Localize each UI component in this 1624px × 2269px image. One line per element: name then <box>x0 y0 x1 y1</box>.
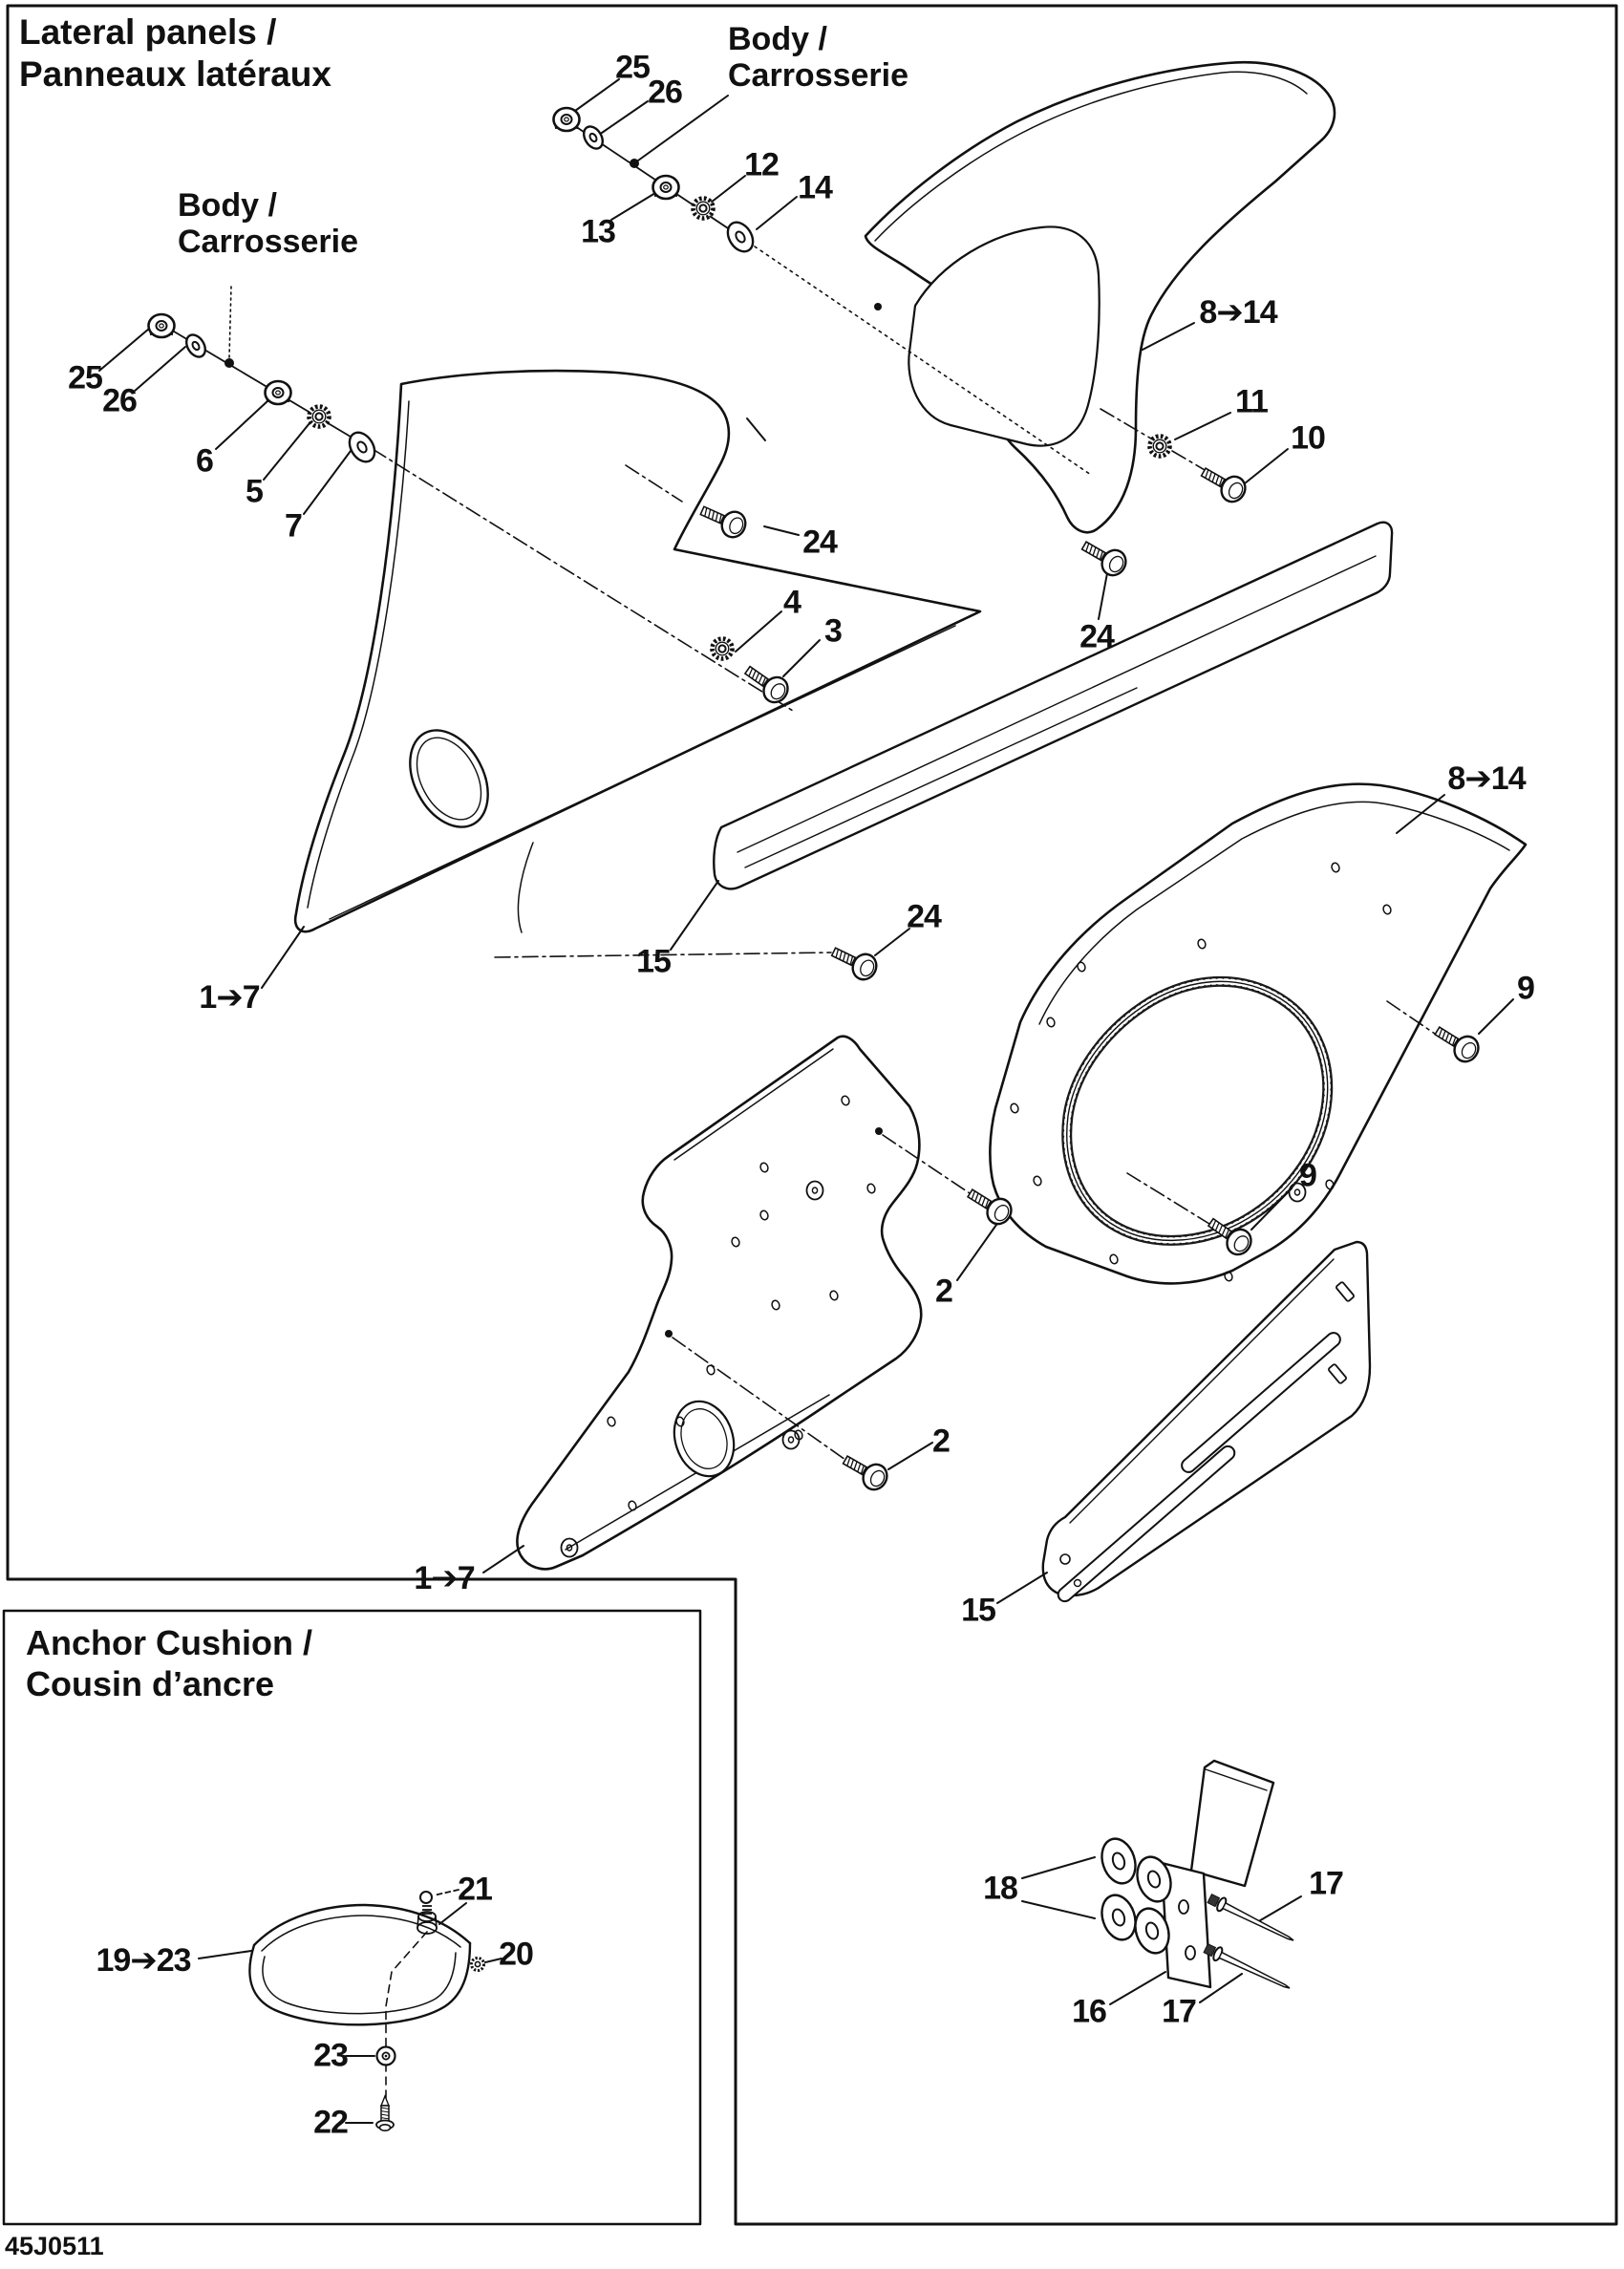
lock-washer-icon <box>694 199 714 219</box>
drawing-code: 45J0511 <box>5 2232 104 2260</box>
body-left-line2: Carrosserie <box>178 224 359 261</box>
attachment-point-dot <box>630 159 639 168</box>
screw-hex-head <box>380 2125 391 2130</box>
callout-8-14-a: 8➔14 <box>1199 294 1277 331</box>
hardware-detail <box>554 108 580 131</box>
callout-8-14-b: 8➔14 <box>1447 760 1526 797</box>
cushion-boss-side <box>436 1916 437 1928</box>
lock-washer-icon <box>1150 437 1170 457</box>
flat-washer-icon <box>182 332 209 360</box>
callout-12: 12 <box>744 146 779 183</box>
attachment-point-dot <box>875 1127 883 1135</box>
body-left-line1: Body / <box>178 187 277 224</box>
callout-leader-line <box>957 1225 996 1280</box>
callout-leader-line <box>483 1546 524 1573</box>
callout-13: 13 <box>581 213 615 250</box>
lock-washer-icon <box>310 407 330 427</box>
callout-7: 7 <box>285 507 302 545</box>
callout-9-a: 9 <box>1517 970 1534 1007</box>
callout-19-23: 19➔23 <box>96 1942 191 1979</box>
callout-15-b: 15 <box>961 1592 995 1629</box>
callout-leader-line <box>1245 449 1288 483</box>
hardware-detail <box>580 123 607 152</box>
callout-leader-line <box>262 927 304 988</box>
screw-head <box>718 508 750 541</box>
callout-5: 5 <box>246 473 263 510</box>
callout-11: 11 <box>1235 383 1268 420</box>
cushion-front-inner <box>263 1953 456 2014</box>
trim-strip-lower <box>1043 1242 1370 1595</box>
callout-leader-line <box>1175 413 1230 439</box>
callout-24-a: 24 <box>802 524 837 561</box>
page-title-line2: Panneaux latéraux <box>19 54 331 94</box>
hex-flange-nut-icon <box>149 314 175 337</box>
callout-leader-line <box>764 526 799 535</box>
callout-4: 4 <box>783 584 801 621</box>
cushion-top-edge <box>254 1905 470 1945</box>
callout-leader-line <box>888 1443 932 1469</box>
hardware-detail <box>385 2055 388 2058</box>
callout-3: 3 <box>824 612 842 650</box>
ball-stud-icon <box>420 1892 432 1903</box>
callout-24-c: 24 <box>907 898 941 935</box>
callout-leader-line <box>611 193 655 220</box>
hex-nut-small-icon <box>472 1959 484 1971</box>
attachment-point-dot <box>665 1330 673 1338</box>
hardware-detail <box>1097 1834 1142 1888</box>
rubber-washer-icon <box>1097 1834 1142 1888</box>
callout-leader-line <box>304 451 351 514</box>
torx-screw-icon <box>1430 1019 1483 1065</box>
rubber-washer-icon <box>1097 1891 1142 1944</box>
callout-17-a: 17 <box>1309 1865 1343 1902</box>
callout-1-7-a: 1➔7 <box>199 979 260 1016</box>
callout-14: 14 <box>798 169 832 206</box>
callout-9-b: 9 <box>1299 1157 1316 1194</box>
anchor-bracket-fin <box>1191 1761 1273 1886</box>
hardware-detail <box>420 1892 432 1903</box>
callout-leader-line <box>757 197 797 229</box>
callout-10: 10 <box>1291 419 1325 457</box>
panel-inner-left <box>517 1037 921 1570</box>
panel-rivet-hole <box>783 1431 800 1449</box>
cushion-boss-side <box>417 1916 418 1928</box>
callout-15-a: 15 <box>636 943 671 980</box>
callout-leader-line <box>1479 999 1513 1034</box>
body-top-line1: Body / <box>728 21 827 57</box>
callout-26-top: 26 <box>648 74 682 111</box>
flat-washer-small-icon <box>377 2047 395 2066</box>
page-title-line1: Lateral panels / <box>19 12 277 52</box>
torx-screw-icon <box>1197 460 1250 505</box>
hardware-detail <box>1082 542 1105 560</box>
attachment-point-dot <box>224 358 234 368</box>
panel-lateral-top-left <box>295 371 980 931</box>
callout-leader-line <box>711 176 745 203</box>
lock-washer-icon <box>713 639 733 659</box>
hardware-detail <box>1202 468 1225 486</box>
body-left-marker-label <box>178 187 358 261</box>
hardware-detail <box>149 314 175 337</box>
callout-2-b: 2 <box>932 1423 950 1460</box>
marker-leader-dotted <box>229 287 231 357</box>
hardware-detail <box>653 176 679 199</box>
hardware-detail <box>700 506 724 524</box>
callout-6: 6 <box>196 442 213 480</box>
torx-screw-icon <box>697 499 750 541</box>
callout-24-b: 24 <box>1079 618 1114 655</box>
hardware-detail <box>266 381 291 404</box>
hardware-detail <box>832 948 856 965</box>
body-top-line2: Carrosserie <box>728 57 909 95</box>
cushion-front-face <box>249 1943 470 2024</box>
page-title <box>19 11 331 95</box>
panel-fold-line <box>518 843 533 932</box>
callout-1-7-b: 1➔7 <box>414 1560 475 1596</box>
hardware-detail <box>345 428 380 466</box>
callout-leader-line <box>216 400 268 449</box>
callout-leader-line <box>1143 323 1194 350</box>
callout-leader-line <box>199 1951 251 1959</box>
callout-22: 22 <box>313 2104 348 2141</box>
torx-screw-icon <box>828 940 881 983</box>
callout-leader-line <box>1022 1901 1095 1918</box>
anchor-title-line2: Cousin d’ancre <box>26 1664 275 1704</box>
hardware-detail <box>1219 1953 1291 1991</box>
flat-washer-large-icon <box>723 218 759 256</box>
callout-leader-line <box>1022 1857 1095 1878</box>
anchor-pin-icon <box>1207 1892 1296 1946</box>
body-top-marker-label <box>728 21 908 95</box>
screw-tip <box>381 2096 389 2106</box>
hardware-detail <box>472 1959 484 1971</box>
panel-rivet-hole-center <box>788 1437 793 1443</box>
callout-20: 20 <box>499 1936 533 1973</box>
callout-leader-line <box>671 881 718 950</box>
hex-flange-nut-icon <box>266 381 291 404</box>
hardware-detail <box>1097 1891 1142 1944</box>
callout-23: 23 <box>313 2037 348 2074</box>
tapping-screw-icon <box>376 2096 394 2130</box>
anchor-pin-icon <box>1203 1941 1293 1994</box>
callout-2-a: 2 <box>935 1273 952 1310</box>
cushion-center-line <box>386 1932 427 2098</box>
panel-surface-tick <box>747 418 765 440</box>
torx-screw-icon <box>1078 534 1130 579</box>
callout-leader-line <box>575 79 619 111</box>
callout-leader-line <box>264 423 310 480</box>
hardware-detail <box>844 1456 866 1474</box>
callout-17-b: 17 <box>1162 1993 1196 2030</box>
torx-screw-icon <box>839 1448 891 1493</box>
callout-leader-line <box>1257 1896 1301 1922</box>
flat-washer-icon <box>580 123 607 152</box>
callout-leader-line <box>99 329 149 371</box>
callout-leader-line <box>1099 573 1107 619</box>
callout-leader-line <box>134 347 185 392</box>
callout-18: 18 <box>983 1870 1017 1907</box>
callout-leader-dashed <box>434 1890 459 1895</box>
callout-16: 16 <box>1072 1993 1106 2030</box>
callout-25-top: 25 <box>615 49 650 86</box>
callout-leader-line <box>1110 1972 1165 2004</box>
anchor-title-line1: Anchor Cushion / <box>26 1623 312 1662</box>
hex-flange-nut-icon <box>653 176 679 199</box>
callout-leader-line <box>602 101 648 133</box>
hardware-detail <box>182 332 209 360</box>
hardware-detail <box>723 218 759 256</box>
flat-washer-large-icon <box>345 428 380 466</box>
callout-21: 21 <box>458 1871 492 1908</box>
callout-26-left: 26 <box>102 382 137 419</box>
hardware-detail <box>1223 1903 1294 1943</box>
attachment-point-dot <box>874 303 882 310</box>
strip-ridge-line <box>745 688 1137 867</box>
callout-leader-line <box>997 1573 1047 1603</box>
callout-leader-line <box>875 929 909 955</box>
anchor-cushion-section-title <box>26 1622 312 1704</box>
callout-25-left: 25 <box>68 359 102 396</box>
hex-flange-nut-icon <box>554 108 580 131</box>
